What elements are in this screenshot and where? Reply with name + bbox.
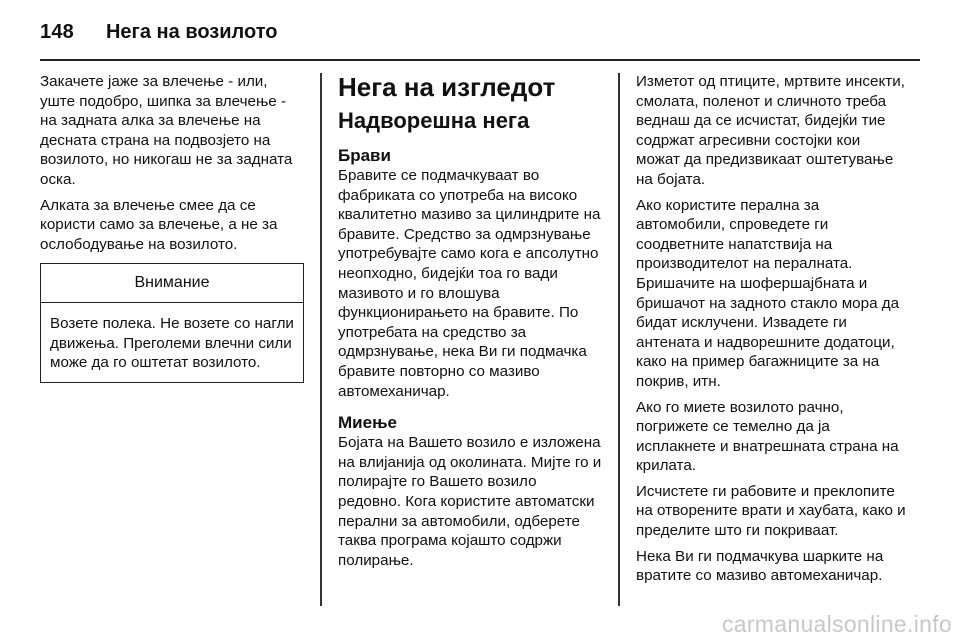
warning-title: Внимание [41,264,303,303]
main-heading: Нега на изгледот [338,72,556,102]
contaminants-paragraph: Изметот од птиците, мртвите инсекти, смолата, поленот и сличното треба веднаш да се исчистат, бидејќи тие содржат агресивни состојки кои можат да предизвикаат оштетување на бојата. [636,73,905,188]
column-divider-2 [618,73,620,606]
locks-heading: Брави [338,146,391,165]
warning-text: Возете полека. Не возете со нагли движења. Преголеми влечни сили може да го оштетат возилото. [50,314,294,372]
hinges-paragraph: Нека Ви ги подмачкува шарките на вратите со мазиво автомеханичар. [636,547,884,585]
column-1 [40,72,305,383]
sub-heading: Надворешна нега [338,108,530,133]
washing-paragraph: Бојата на Вашето возило е изложена на влијанија од околината. Мијте го и полирајте го Вашето возило редовно. Кога користите автоматски перални за автомобили, одберете таква програма којашто содржи полирање. [338,434,602,569]
car-wash-paragraph: Ако користите перална за автомобили, спроведете ги соодветните напатствија на производителот на пералната. Бришачите на шофершајбната и бришачот на задното стакло мора да бидат исклучени. Извадете ги антената и надворешните додатоци, како на пример багажниците за на покрив, итн. [636,196,900,390]
column-divider-1 [320,73,322,606]
section-title: Нега на возилото [105,20,278,43]
towing-eye-paragraph: Алката за влечење смее да се користи само за влечење, а не за ослободување на возилото. [40,196,278,253]
washing-heading: Миење [338,413,397,433]
column-2 [338,72,603,576]
watermark: carmanualsonline.info [721,611,952,637]
header-rule [40,59,920,61]
door-edges-paragraph: Исчистете ги рабовите и преклопите на отворените врати и хаубата, како и пределите што ги покриваат. [636,482,906,540]
page-number: 148 [40,20,74,43]
towing-paragraph: Закачете јаже за влечење - или, уште подобро, шипка за влечење - на задната алка за влечење на десната страна на подвозјето на возилото, но никогаш не за задната оска. [40,73,293,188]
locks-paragraph: Бравите се подмачкуваат во фабриката со употреба на високо квалитетно мазиво за цилиндрите на бравите. Средство за одмрзнување употребувајте само кога е апсолутно неопходно, бидејќи тоа го вади мазивото и го влошува функционирањето на бравите. По употребата на средство за одмрзнување, нека Ви ги подмачка бравите повторно со мазиво автомеханичар. [338,167,601,400]
page-header [40,14,277,50]
column-3 [636,72,906,592]
warning-box [40,263,304,382]
hand-wash-paragraph: Ако го миете возилото рачно, погрижете се темелно да ја исплакнете и внатрешната страна на крилата. [636,398,899,475]
